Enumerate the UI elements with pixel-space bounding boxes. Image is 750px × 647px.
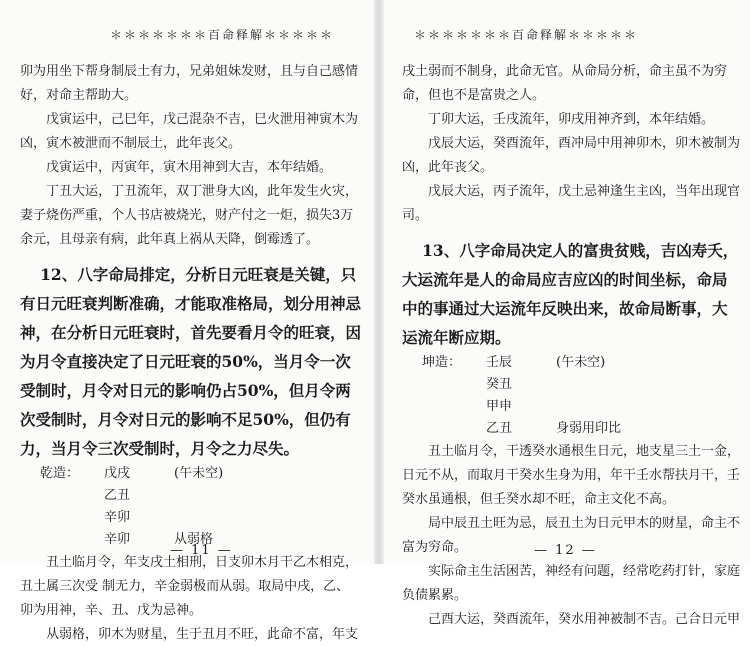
right-page [384,0,750,627]
chart-note: 身弱用印比 [556,421,622,436]
chart-note: 从弱格 [174,532,214,547]
page-body [20,60,361,647]
page-header: ＊＊＊＊＊＊＊百命释解＊＊＊＊＊ [110,28,335,42]
chart-row [402,396,740,418]
chart-pillar: 乙丑 [104,488,131,503]
chart-pillar: 辛卯 [104,510,131,525]
chart-note: (午未空) [556,355,606,370]
chart-label: 坤造： [422,355,462,370]
chart-label: 乾造： [40,466,80,481]
paragraph: 丑土临月令，干透癸水通根生日元，地支星三土一金，日元不从，而取月干癸水生身为用，年干壬水帮扶月干，壬癸水虽通根，但壬癸水却不旺，命主文化不高。 [402,444,741,507]
paragraph: 丁丑大运，丁丑流年，双丁泄身大凶，此年发生火灾，妻子烧伤严重，个人书店被烧光，财产付之一炬，损失3万余元，且母亲有病，此年真上祸从天降，倒霉透了。 [20,184,359,247]
page-header: ＊＊＊＊＊＊＊百命释解＊＊＊＊＊ [414,28,639,42]
paragraph: 从弱格，卯木为财星，生于丑月不旺，此命不富，年支 [46,627,359,642]
chart-pillar: 戊戌 [104,466,131,481]
chart-note: (午未空) [174,466,224,481]
page-number: — 12 — [534,543,597,558]
paragraph: 戊辰大运，癸酉流年，酉冲局中用神卯木，卯木被制为凶，此年丧父。 [402,136,741,175]
paragraph: 丑土临月令，年支戌土相刑，日支卯木月干乙木相克，丑土属三次受 制无力，辛金弱极而从弱。取局中戌，乙、卯为用神，辛、丑、戊为忌神。 [20,555,359,618]
chart-note [556,396,740,418]
chart-pillar: 癸丑 [486,377,513,392]
chart-pillar: 乙丑 [486,421,513,436]
chart-row [20,507,361,529]
chart-pillar: 辛卯 [104,532,131,547]
paragraph: 丁卯大运，壬戌流年，卯戌用神齐到，本年结婚。 [428,112,715,127]
paragraph: 实际命主生活困苦，神经有问题，经常吃药打针，家庭负债累累。 [402,564,741,603]
chart-note [174,485,361,507]
left-page [0,0,375,642]
chart-row [20,463,361,485]
section-heading: 12、八字命局排定，分析日元旺衰是关键，只有日元旺衰判断准确，才能取准格局，划分用神忌神，在分析日元旺衰时，首先要看月令的旺衰，因为月令直接决定了日元旺衰的50%，当月令一次受制时，月令对日元的影响仍占50%，但月令两次受制时，月令对日元的影响不足50%，但仍有力，当月令三次受制时，月令之力尽失。 [20,265,362,458]
paragraph: 卯为用坐下帮身制辰土有力，兄弟姐妹发财，且与自己感情好，对命主帮助大。 [20,64,359,103]
paragraph: 局中辰丑土旺为忌，辰丑土为日元甲木的财星，命主不富为穷命。 [402,516,741,555]
section-heading: 13、八字命局决定人的富贵贫贱，吉凶寿夭，大运流年是人的命局应吉应凶的时间坐标，命局中的事通过大运流年反映出来，故命局断事，大运流年断应期。 [402,241,739,347]
paragraph: 己酉大运，癸酉流年，癸水用神被制不吉。己合日元甲 [428,612,741,627]
bazi-chart [402,352,740,440]
paragraph: 戊寅运中，丙寅年，寅木用神到大吉，本年结婚。 [46,160,333,175]
paragraph: 戊寅运中，己巳年，戊己混杂不吉，巳火泄用神寅木为凶，寅木被泄而不制辰土，此年丧父。 [20,112,359,151]
page-number: — 11 — [170,543,233,558]
chart-row [402,374,740,396]
paragraph: 戊辰大运，丙子流年，戊土忌神逢生主凶，当年出现官司。 [402,184,741,223]
chart-note [556,374,740,396]
chart-row [20,485,361,507]
book-gutter [374,0,384,564]
paragraph: 戌土弱而不制身，此命无官。从命局分析，命主虽不为穷命，但也不是富贵之人。 [402,64,728,103]
bazi-chart [20,463,361,551]
chart-pillar: 甲申 [486,399,513,414]
chart-pillar: 壬辰 [486,355,513,370]
chart-note [174,507,361,529]
chart-row [402,418,740,440]
chart-row [402,352,740,374]
